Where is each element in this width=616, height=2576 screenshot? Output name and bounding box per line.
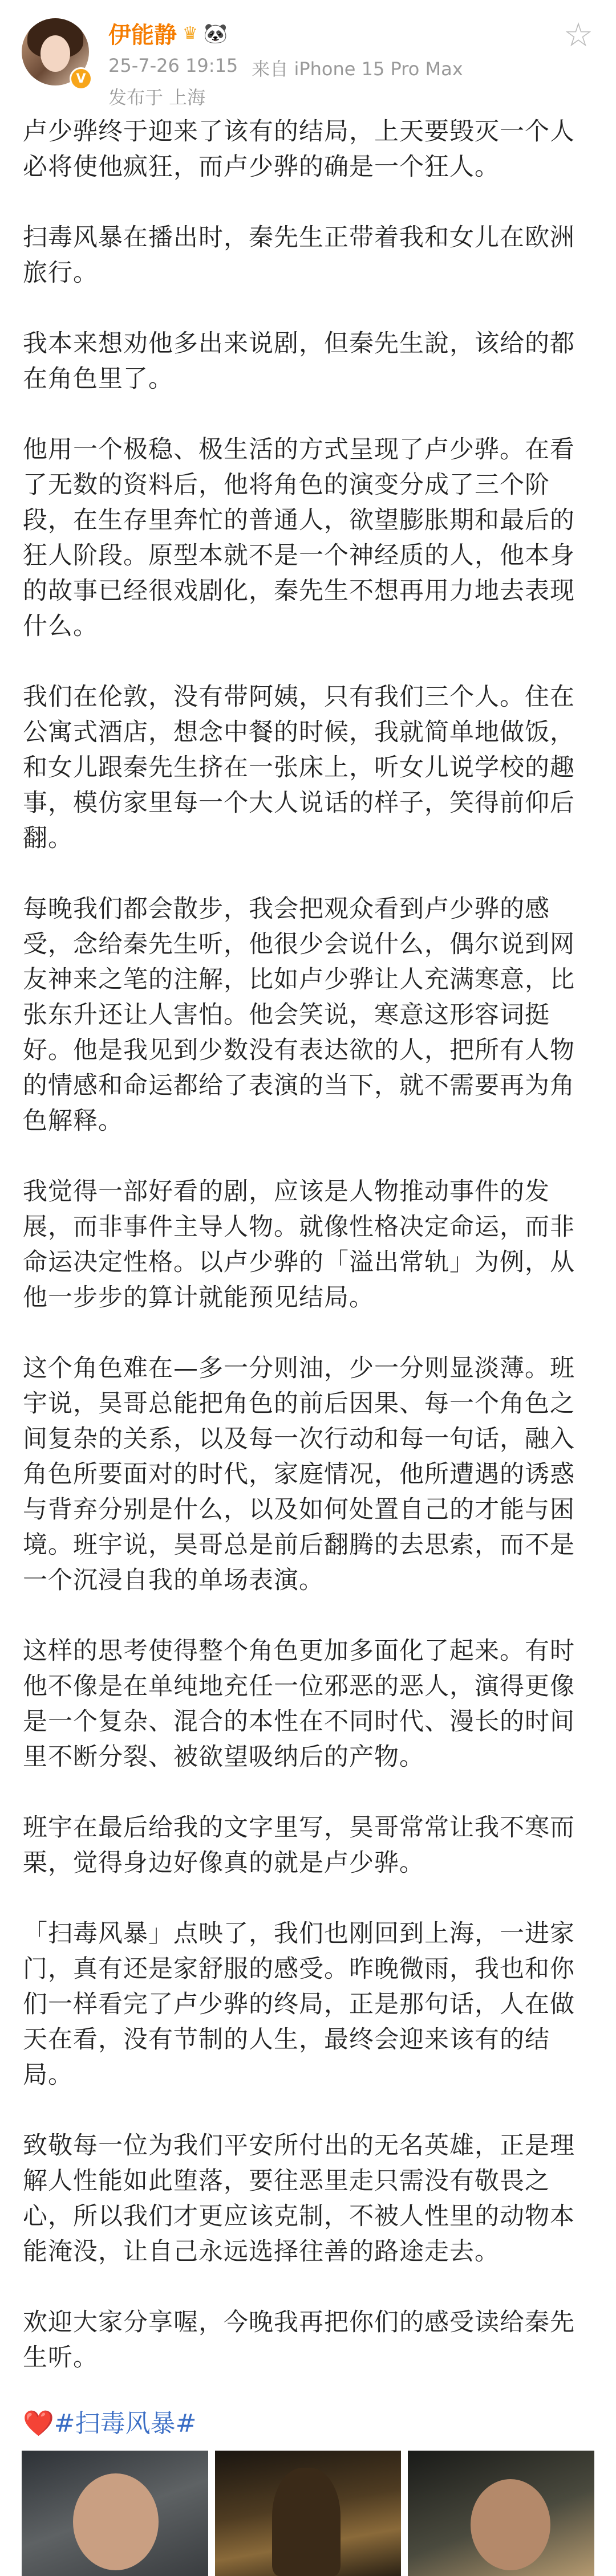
- photo-subject: [471, 2479, 550, 2570]
- post-paragraph: 每晚我们都会散步，我会把观众看到卢少骅的感受，念给秦先生听，他很少会说什么，偶尔说到网友神来之笔的注解，比如卢少骅让人充满寒意，比张东升还让人害怕。他会笑说，寒意这形容词挺好。他是我见到少数没有表达欲的人，把所有人物的情感和命运都给了表演的当下，就不需要再为角色解释。: [23, 895, 575, 1135]
- post-paragraph: 班宇在最后给我的文字里写，昊哥常常让我不寒而栗，觉得身边好像真的就是卢少骅。: [23, 1813, 575, 1877]
- post-header: [0, 0, 616, 108]
- verified-badge-icon: V: [70, 67, 92, 90]
- post-paragraph: 他用一个极稳、极生活的方式呈现了卢少骅。在看了无数的资料后，他将角色的演变分成了三个阶段，在生存里奔忙的普通人，欲望膨胀期和最后的狂人阶段。原型本就不是一个神经质的人，他本身的故事已经很戏剧化，秦先生不想再用力地去表现什么。: [23, 435, 575, 641]
- topic-link[interactable]: #扫毒风暴#: [54, 2409, 197, 2438]
- post-paragraph: 扫毒风暴在播出时，秦先生正带着我和女儿在欧洲旅行。: [23, 223, 575, 287]
- post-paragraph: 我觉得一部好看的剧，应该是人物推动事件的发展，而非事件主导人物。就像性格决定命运，而非命运决定性格。以卢少骅的「溢出常轨」为例，从他一步步的算计就能预见结局。: [23, 1177, 575, 1312]
- name-row: [108, 17, 228, 50]
- post-paragraph: 欢迎大家分享喔，今晚我再把你们的感受读给秦先生听。: [23, 2308, 575, 2372]
- post-content: [23, 114, 593, 2442]
- crown-icon: ♛: [183, 23, 198, 43]
- photo-subject: [272, 2468, 341, 2576]
- username[interactable]: 伊能静: [108, 22, 177, 48]
- panda-emoji-icon: 🐼: [203, 22, 228, 45]
- post-paragraph: 致敬每一位为我们平安所付出的无名英雄，正是理解人性能如此堕落，要往恶里走只需没有敬畏之心，所以我们才更应该克制，不被人性里的动物本能淹没，让自己永远选择往善的路途走去。: [23, 2131, 575, 2266]
- man-closeup-photo[interactable]: [408, 2451, 594, 2576]
- post-paragraph: 这个角色难在—多一分则油，少一分则显淡薄。班宇说，昊哥总能把角色的前后因果、每一个角色之间复杂的关系，以及每一次行动和每一句话，融入角色所要面对的时代，家庭情况，他所遭遇的诱惑与背弃分别是什么，以及如何处置自己的才能与困境。班宇说，昊哥总是前后翻腾的去思索，而不是一个沉浸自我的单场表演。: [23, 1354, 575, 1595]
- bald-man-smiling-photo[interactable]: [22, 2451, 208, 2576]
- post-paragraph: 我们在伦敦，没有带阿姨，只有我们三个人。住在公寓式酒店，想念中餐的时候，我就简单地做饭，和女儿跟秦先生挤在一张床上，听女儿说学校的趣事，模仿家里每一个大人说话的样子，笑得前仰后翻。: [23, 683, 575, 853]
- post-paragraph: 「扫毒风暴」点映了，我们也刚回到上海，一进家门，真有还是家舒服的感受。昨晚微雨，我也和你们一样看完了卢少骅的终局，正是那句话，人在做天在看，没有节制的人生，最终会迎来该有的结局。: [23, 1919, 575, 2089]
- post-timestamp: 25-7-26 19:15: [108, 55, 238, 76]
- man-in-dim-room-photo[interactable]: [215, 2451, 402, 2576]
- post-paragraph: 卢少骅终于迎来了该有的结局，上天要毁灭一个人必将使他疯狂，而卢少骅的确是一个狂人。: [23, 117, 575, 181]
- photo-subject: [73, 2473, 159, 2570]
- heart-icon: ❤️: [23, 2409, 54, 2438]
- post-source: 来自 iPhone 15 Pro Max: [252, 58, 463, 80]
- topic-row: [23, 2406, 593, 2442]
- avatar-face: [40, 35, 70, 72]
- favorite-star-icon[interactable]: ☆: [564, 15, 593, 54]
- post-location: 发布于 上海: [108, 87, 206, 108]
- post-meta: [108, 55, 463, 81]
- post-paragraph: 这样的思考使得整个角色更加多面化了起来。有时他不像是在单纯地充任一位邪恶的恶人，演得更像是一个复杂、混合的本性在不同时代、漫长的时间里不断分裂、被欲望吸纳后的产物。: [23, 1637, 575, 1771]
- post-paragraph: 我本来想劝他多出来说剧，但秦先生說，该给的都在角色里了。: [23, 329, 575, 393]
- photo-grid: [22, 2451, 594, 2554]
